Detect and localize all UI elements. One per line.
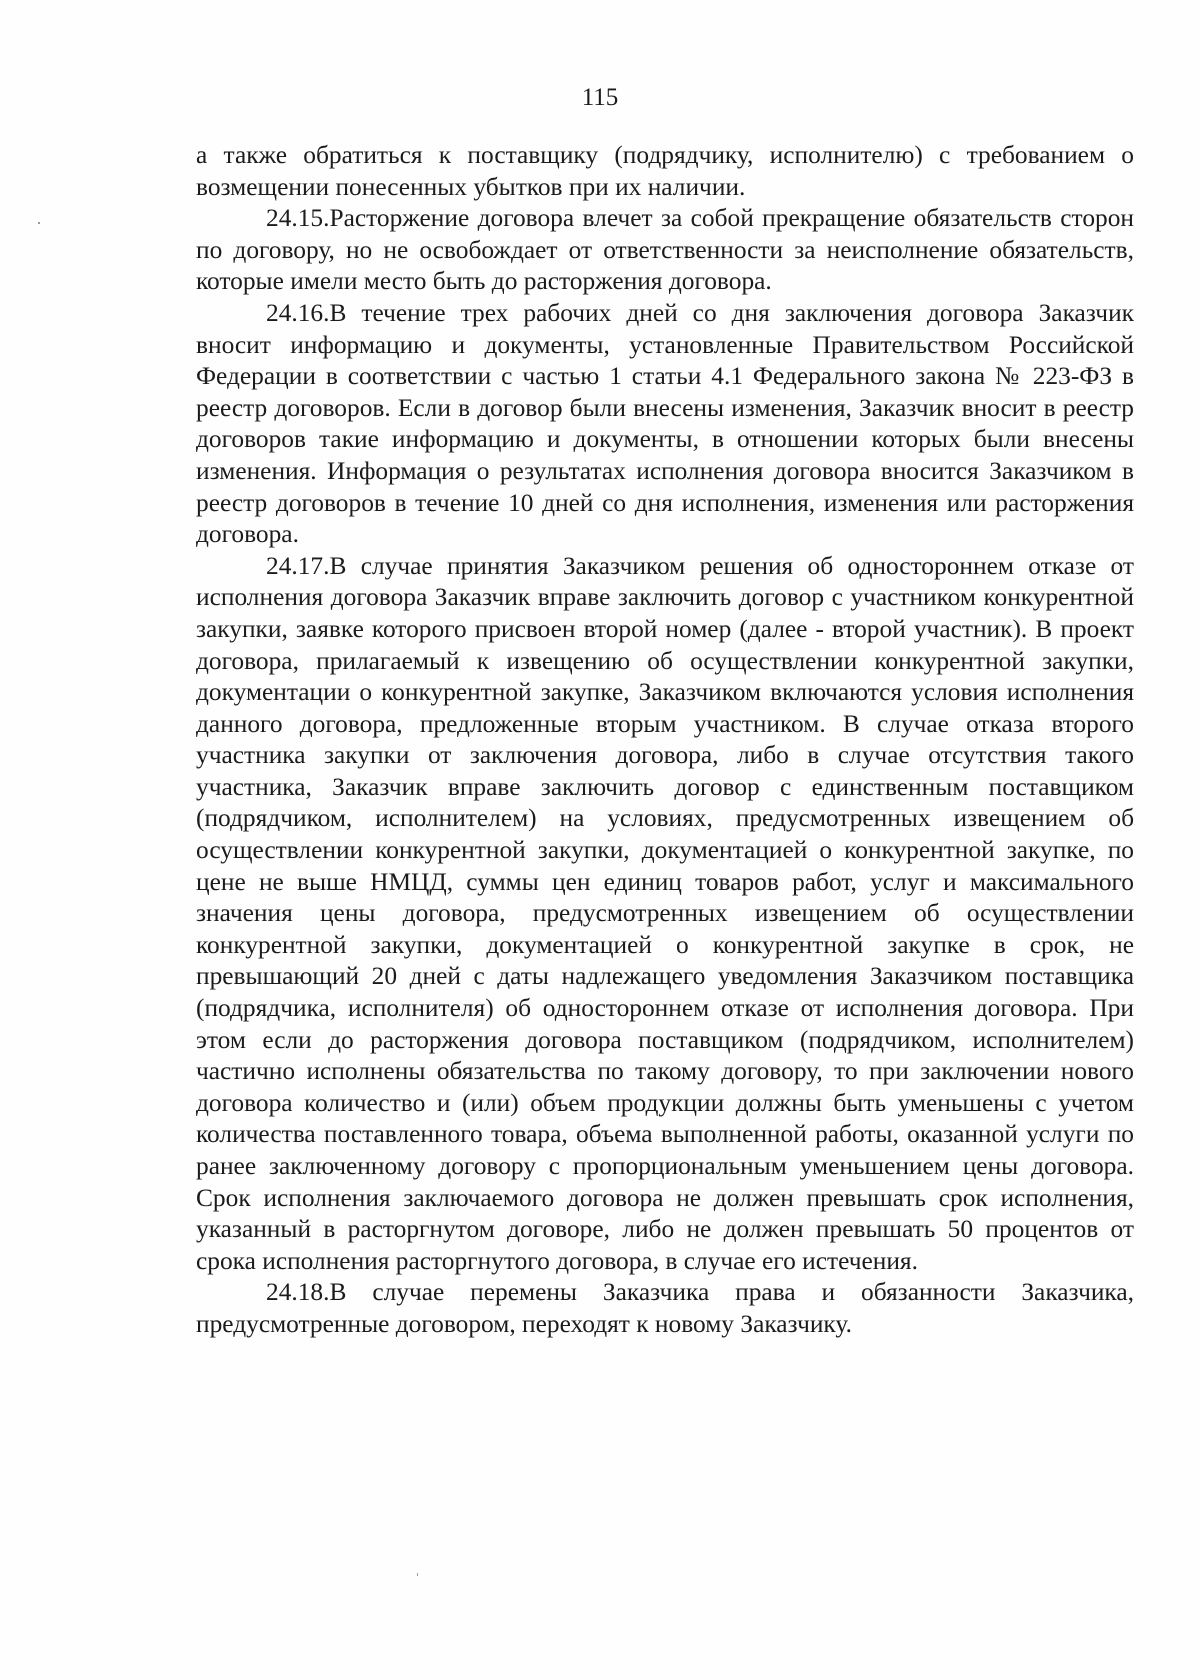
paragraph-24-16: 24.16.В течение трех рабочих дней со дня заключения договора Заказчик вносит информацию и документы, установленные Правительством Российской Федерации в соответствии с частью 1 статьи 4.1 Федерального закона № 223-ФЗ в реестр договоров. Если в договор были внесены изменения, Заказчик вносит в реестр договоров такие информацию и документы, в отношении которых были внесены изменения. Информация о результатах исполнения договора вносится Заказчиком в реестр договоров в течение 10 дней со дня исполнения, изменения или расторжения договора.	[196, 298, 1134, 549]
paragraph-continuation: а также обратиться к поставщику (подрядчику, исполнителю) с требованием о возмещении понесенных убытков при их наличии.	[196, 141, 1134, 201]
page-number: 115	[581, 84, 619, 111]
scan-speck-bottom	[417, 1573, 418, 1576]
scan-speck-left	[38, 222, 40, 224]
paragraph-24-15: 24.15.Расторжение договора влечет за собой прекращение обязательств сторон по договору, но не освобождает от ответственности за неисполнение обязательств, которые имели место быть до расторжения договора.	[196, 204, 1134, 296]
paragraph-24-18: 24.18.В случае перемены Заказчика права и обязанности Заказчика, предусмотренные договором, переходят к новому Заказчику.	[196, 1278, 1134, 1338]
document-body	[196, 140, 1134, 1341]
paragraph-24-17: 24.17.В случае принятия Заказчиком решения об одностороннем отказе от исполнения договора Заказчик вправе заключить договор с участником конкурентной закупки, заявке которого присвоен второй номер (далее - второй участник). В проект договора, прилагаемый к извещению об осуществлении конкурентной закупки, документации о конкурентной закупке, Заказчиком включаются условия исполнения данного договора, предложенные вторым участником. В случае отказа второго участника закупки от заключения договора, либо в случае отсутствия такого участника, Заказчик вправе заключить договор с единственным поставщиком (подрядчиком, исполнителем) на условиях, предусмотренных извещением об осуществлении конкурентной закупки, документацией о конкурентной закупке, по цене не выше НМЦД, суммы цен единиц товаров работ, услуг и максимального значения цены договора, предусмотренных извещением об осуществлении конкурентной закупки, документацией о конкурентной закупке в срок, не превышающий 20 дней с даты надлежащего уведомления Заказчиком поставщика (подрядчика, исполнителя) об одностороннем отказе от исполнения договора. При этом если до расторжения договора поставщиком (подрядчиком, исполнителем) частично исполнены обязательства по такому договору, то при заключении нового договора количество и (или) объем продукции должны быть уменьшены с учетом количества поставленного товара, объема выполненной работы, оказанной услуги по ранее заключенному договору с пропорциональным уменьшением цены договора. Срок исполнения заключаемого договора не должен превышать срок исполнения, указанный в расторгнутом договоре, либо не должен превышать 50 процентов от срока исполнения расторгнутого договора, в случае его истечения.	[196, 551, 1134, 1275]
